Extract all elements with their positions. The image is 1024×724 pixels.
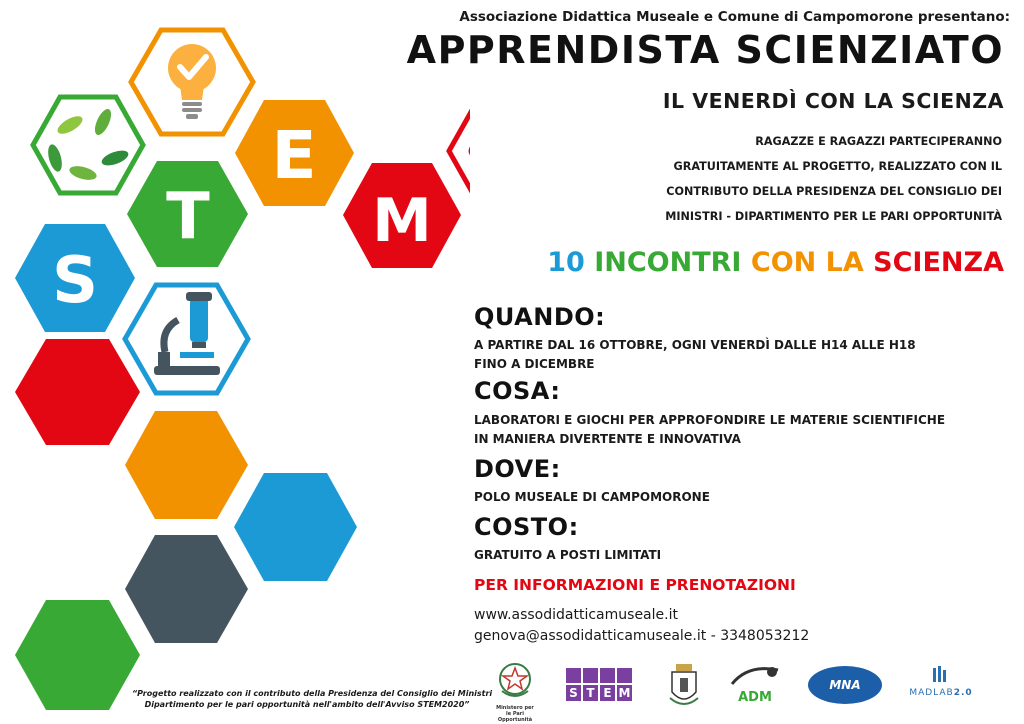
page-title: APPRENDISTA SCIENZIATO [406, 28, 1004, 72]
madlab-bars-icon [931, 664, 951, 684]
headline-number: 10 [547, 247, 585, 278]
headline-word-con-la: CON LA [750, 247, 864, 278]
red-hexagon [15, 339, 140, 445]
madlab-version: 2.0 [953, 688, 973, 698]
leaves-hexagon [33, 97, 143, 193]
dove-label: DOVE: [474, 455, 561, 483]
detail-line: POLO MUSEALE DI CAMPOMORONE [474, 490, 710, 504]
funding-footnote [132, 688, 493, 710]
presenter-line: Associazione Didattica Museale e Comune di Campomorone presentano: [459, 9, 1010, 25]
adm-text: ADM [738, 690, 772, 705]
stem-hexagon-cluster [0, 0, 470, 724]
email-phone-contact[interactable]: genova@assodidatticamuseale.it - 3348053212 [474, 628, 810, 644]
stem-logo-letter: E [600, 685, 615, 701]
intro-line: CONTRIBUTO DELLA PRESIDENZA DEL CONSIGLIO DEI [666, 185, 1002, 198]
footnote-line: “Progetto realizzato con il contributo della Presidenza del Consiglio dei Ministri [132, 689, 493, 698]
stem-logo-letter: T [583, 685, 598, 701]
e-hexagon [235, 100, 354, 206]
costo-label: COSTO: [474, 513, 579, 541]
intro-paragraph [560, 129, 1002, 229]
madlab-text [904, 688, 978, 698]
headline [420, 247, 1004, 278]
stem-logo-letter: S [566, 685, 581, 701]
dove-detail [474, 488, 710, 507]
detail-line: FINO A DICEMBRE [474, 357, 595, 371]
stem-logo-tile [600, 668, 615, 683]
madlab-logo [904, 664, 978, 708]
stem-logo-tile [617, 668, 632, 683]
orange-hexagon [125, 411, 248, 519]
microscope-hexagon [125, 285, 248, 393]
atom-hexagon [449, 96, 470, 206]
blue-hexagon [234, 473, 357, 581]
mna-logo [808, 666, 882, 704]
stem-logo [566, 668, 634, 708]
t-hexagon [127, 161, 248, 267]
ministero-logo [494, 661, 536, 723]
footnote-line: Dipartimento per le pari opportunità nell'ambito dell'Avviso STEM2020” [144, 700, 470, 709]
lightbulb-hexagon [131, 30, 253, 134]
republic-emblem-icon [494, 661, 536, 701]
s-hexagon [15, 224, 135, 332]
cosa-detail [474, 411, 945, 449]
detail-line: A PARTIRE DAL 16 OTTOBRE, OGNI VENERDÌ DALLE H14 ALLE H18 [474, 338, 916, 352]
stem-logo-tile [566, 668, 581, 683]
cosa-label: COSA: [474, 377, 561, 405]
costo-detail [474, 546, 661, 565]
mna-text: MNA [829, 678, 861, 692]
stem-letter-t: T [166, 180, 210, 254]
crest-icon [668, 662, 700, 710]
adm-logo [728, 662, 782, 708]
stem-logo-tile [583, 668, 598, 683]
page-subtitle: IL VENERDÌ CON LA SCIENZA [662, 89, 1004, 113]
slate-hexagon [125, 535, 248, 643]
info-heading: PER INFORMAZIONI E PRENOTAZIONI [474, 576, 796, 594]
detail-line: IN MANIERA DIVERTENTE E INNOVATIVA [474, 432, 741, 446]
ministero-caption: Ministero per le Pari Opportunità [496, 705, 534, 723]
intro-line: GRATUITAMENTE AL PROGETTO, REALIZZATO CON IL [673, 160, 1002, 173]
stem-logo-tiles [566, 668, 634, 683]
stem-letter-s: S [51, 244, 99, 318]
website-link[interactable]: www.assodidatticamuseale.it [474, 607, 678, 623]
intro-line: MINISTRI - DIPARTIMENTO PER LE PARI OPPORTUNITÀ [665, 210, 1002, 223]
stem-logo-letter: M [618, 686, 631, 700]
intro-line: RAGAZZE E RAGAZZI PARTECIPERANNO [755, 135, 1002, 148]
green-hexagon [15, 600, 140, 710]
stem-letter-m: M [372, 186, 432, 256]
detail-line: GRATUITO A POSTI LIMITATI [474, 548, 662, 562]
adm-swoosh-icon [728, 662, 782, 692]
quando-detail [474, 336, 916, 374]
stem-logo-letters [566, 685, 634, 701]
headline-word-incontri: INCONTRI [594, 247, 742, 278]
quando-label: QUANDO: [474, 303, 606, 331]
campomorone-crest-logo [668, 662, 700, 710]
madlab-name: MADLAB [909, 688, 954, 698]
detail-line: LABORATORI E GIOCHI PER APPROFONDIRE LE MATERIE SCIENTIFICHE [474, 413, 946, 427]
stem-letter-e: E [271, 117, 317, 194]
headline-word-scienza: SCIENZA [873, 247, 1004, 278]
